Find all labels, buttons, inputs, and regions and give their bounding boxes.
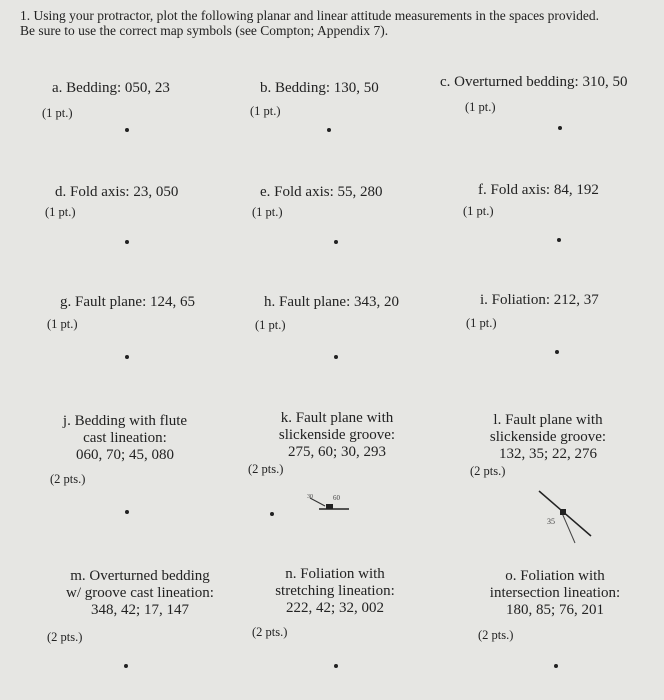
plot-point <box>555 350 559 354</box>
points: (1 pt.) <box>466 316 497 330</box>
item-text: h. Fault plane: 343, 20 <box>264 294 399 310</box>
points: (2 pts.) <box>478 628 514 642</box>
points: (2 pts.) <box>470 464 506 478</box>
item-text: cast lineation: <box>83 430 167 446</box>
fault-slickenside-symbol-k <box>305 490 350 515</box>
plot-point <box>125 128 129 132</box>
item-h <box>264 294 399 311</box>
item-text: b. Bedding: 130, 50 <box>260 80 379 96</box>
plot-point <box>557 238 561 242</box>
item-text: k. Fault plane with <box>280 410 394 426</box>
instructions <box>20 8 660 38</box>
fault-slickenside-symbol-l <box>535 488 595 548</box>
item-d <box>55 184 178 201</box>
item-text: e. Fold axis: 55, 280 <box>260 184 383 200</box>
points: (1 pt.) <box>255 318 286 332</box>
plot-point <box>327 128 331 132</box>
points: (1 pt.) <box>45 205 76 219</box>
item-a <box>52 80 170 97</box>
plot-point <box>554 664 558 668</box>
points: (1 pt.) <box>250 104 281 118</box>
plot-point <box>558 126 562 130</box>
item-j <box>50 413 200 464</box>
points: (2 pts.) <box>50 472 86 486</box>
item-n <box>250 566 420 617</box>
item-text: intersection lineation: <box>489 585 621 601</box>
item-i <box>480 292 599 309</box>
item-text: stretching lineation: <box>275 583 395 599</box>
item-c <box>440 74 627 91</box>
item-text: 222, 42; 32, 002 <box>286 600 384 616</box>
item-k <box>262 410 412 461</box>
item-text: w/ groove cast lineation: <box>66 585 214 601</box>
item-f <box>478 182 599 199</box>
item-text: 132, 35; 22, 276 <box>499 446 597 462</box>
plot-point <box>125 240 129 244</box>
points: (1 pt.) <box>252 205 283 219</box>
item-text: d. Fold axis: 23, 050 <box>55 184 179 200</box>
points: (2 pts.) <box>252 625 288 639</box>
dip-label: 35 <box>547 517 555 526</box>
item-text: a. Bedding: 050, 23 <box>52 80 170 96</box>
plot-point <box>125 355 129 359</box>
item-text: o. Foliation with <box>505 568 605 584</box>
plot-point <box>334 664 338 668</box>
item-text: 060, 70; 45, 080 <box>76 447 174 463</box>
points: (1 pt.) <box>465 100 496 114</box>
dip-label: 60 <box>333 494 340 502</box>
item-o <box>470 568 640 619</box>
item-e <box>260 184 383 201</box>
item-text: j. Bedding with flute <box>62 413 188 429</box>
item-b <box>260 80 379 97</box>
points: (1 pt.) <box>463 204 494 218</box>
points: (1 pt.) <box>42 106 73 120</box>
points: (2 pts.) <box>47 630 83 644</box>
item-text: 348, 42; 17, 147 <box>91 602 189 618</box>
item-text: m. Overturned bedding <box>70 568 210 584</box>
item-text: l. Fault plane with <box>493 412 603 428</box>
plot-point <box>334 240 338 244</box>
item-g <box>60 294 195 311</box>
item-m <box>50 568 230 619</box>
plot-point <box>334 355 338 359</box>
plunge-label: 30 <box>307 494 313 500</box>
instructions-line-2: Be sure to use the correct map symbols (see Compton; Appendix 7). <box>20 23 389 38</box>
plot-point <box>124 664 128 668</box>
points: (1 pt.) <box>47 317 78 331</box>
item-text: 180, 85; 76, 201 <box>506 602 604 618</box>
item-text: i. Foliation: 212, 37 <box>480 292 599 308</box>
points: (2 pts.) <box>248 462 284 476</box>
item-text: n. Foliation with <box>285 566 385 582</box>
item-text: f. Fold axis: 84, 192 <box>478 182 599 198</box>
plot-point <box>125 510 129 514</box>
instructions-line-1: 1. Using your protractor, plot the following planar and linear attitude measurements in the spaces provided. <box>20 8 600 23</box>
item-text: slickenside groove: <box>489 429 607 445</box>
item-text: c. Overturned bedding: 310, 50 <box>440 74 628 90</box>
plot-point <box>270 512 274 516</box>
item-text: slickenside groove: <box>278 427 396 443</box>
item-text: g. Fault plane: 124, 65 <box>60 294 195 310</box>
item-text: 275, 60; 30, 293 <box>288 444 386 460</box>
item-l <box>473 412 623 463</box>
